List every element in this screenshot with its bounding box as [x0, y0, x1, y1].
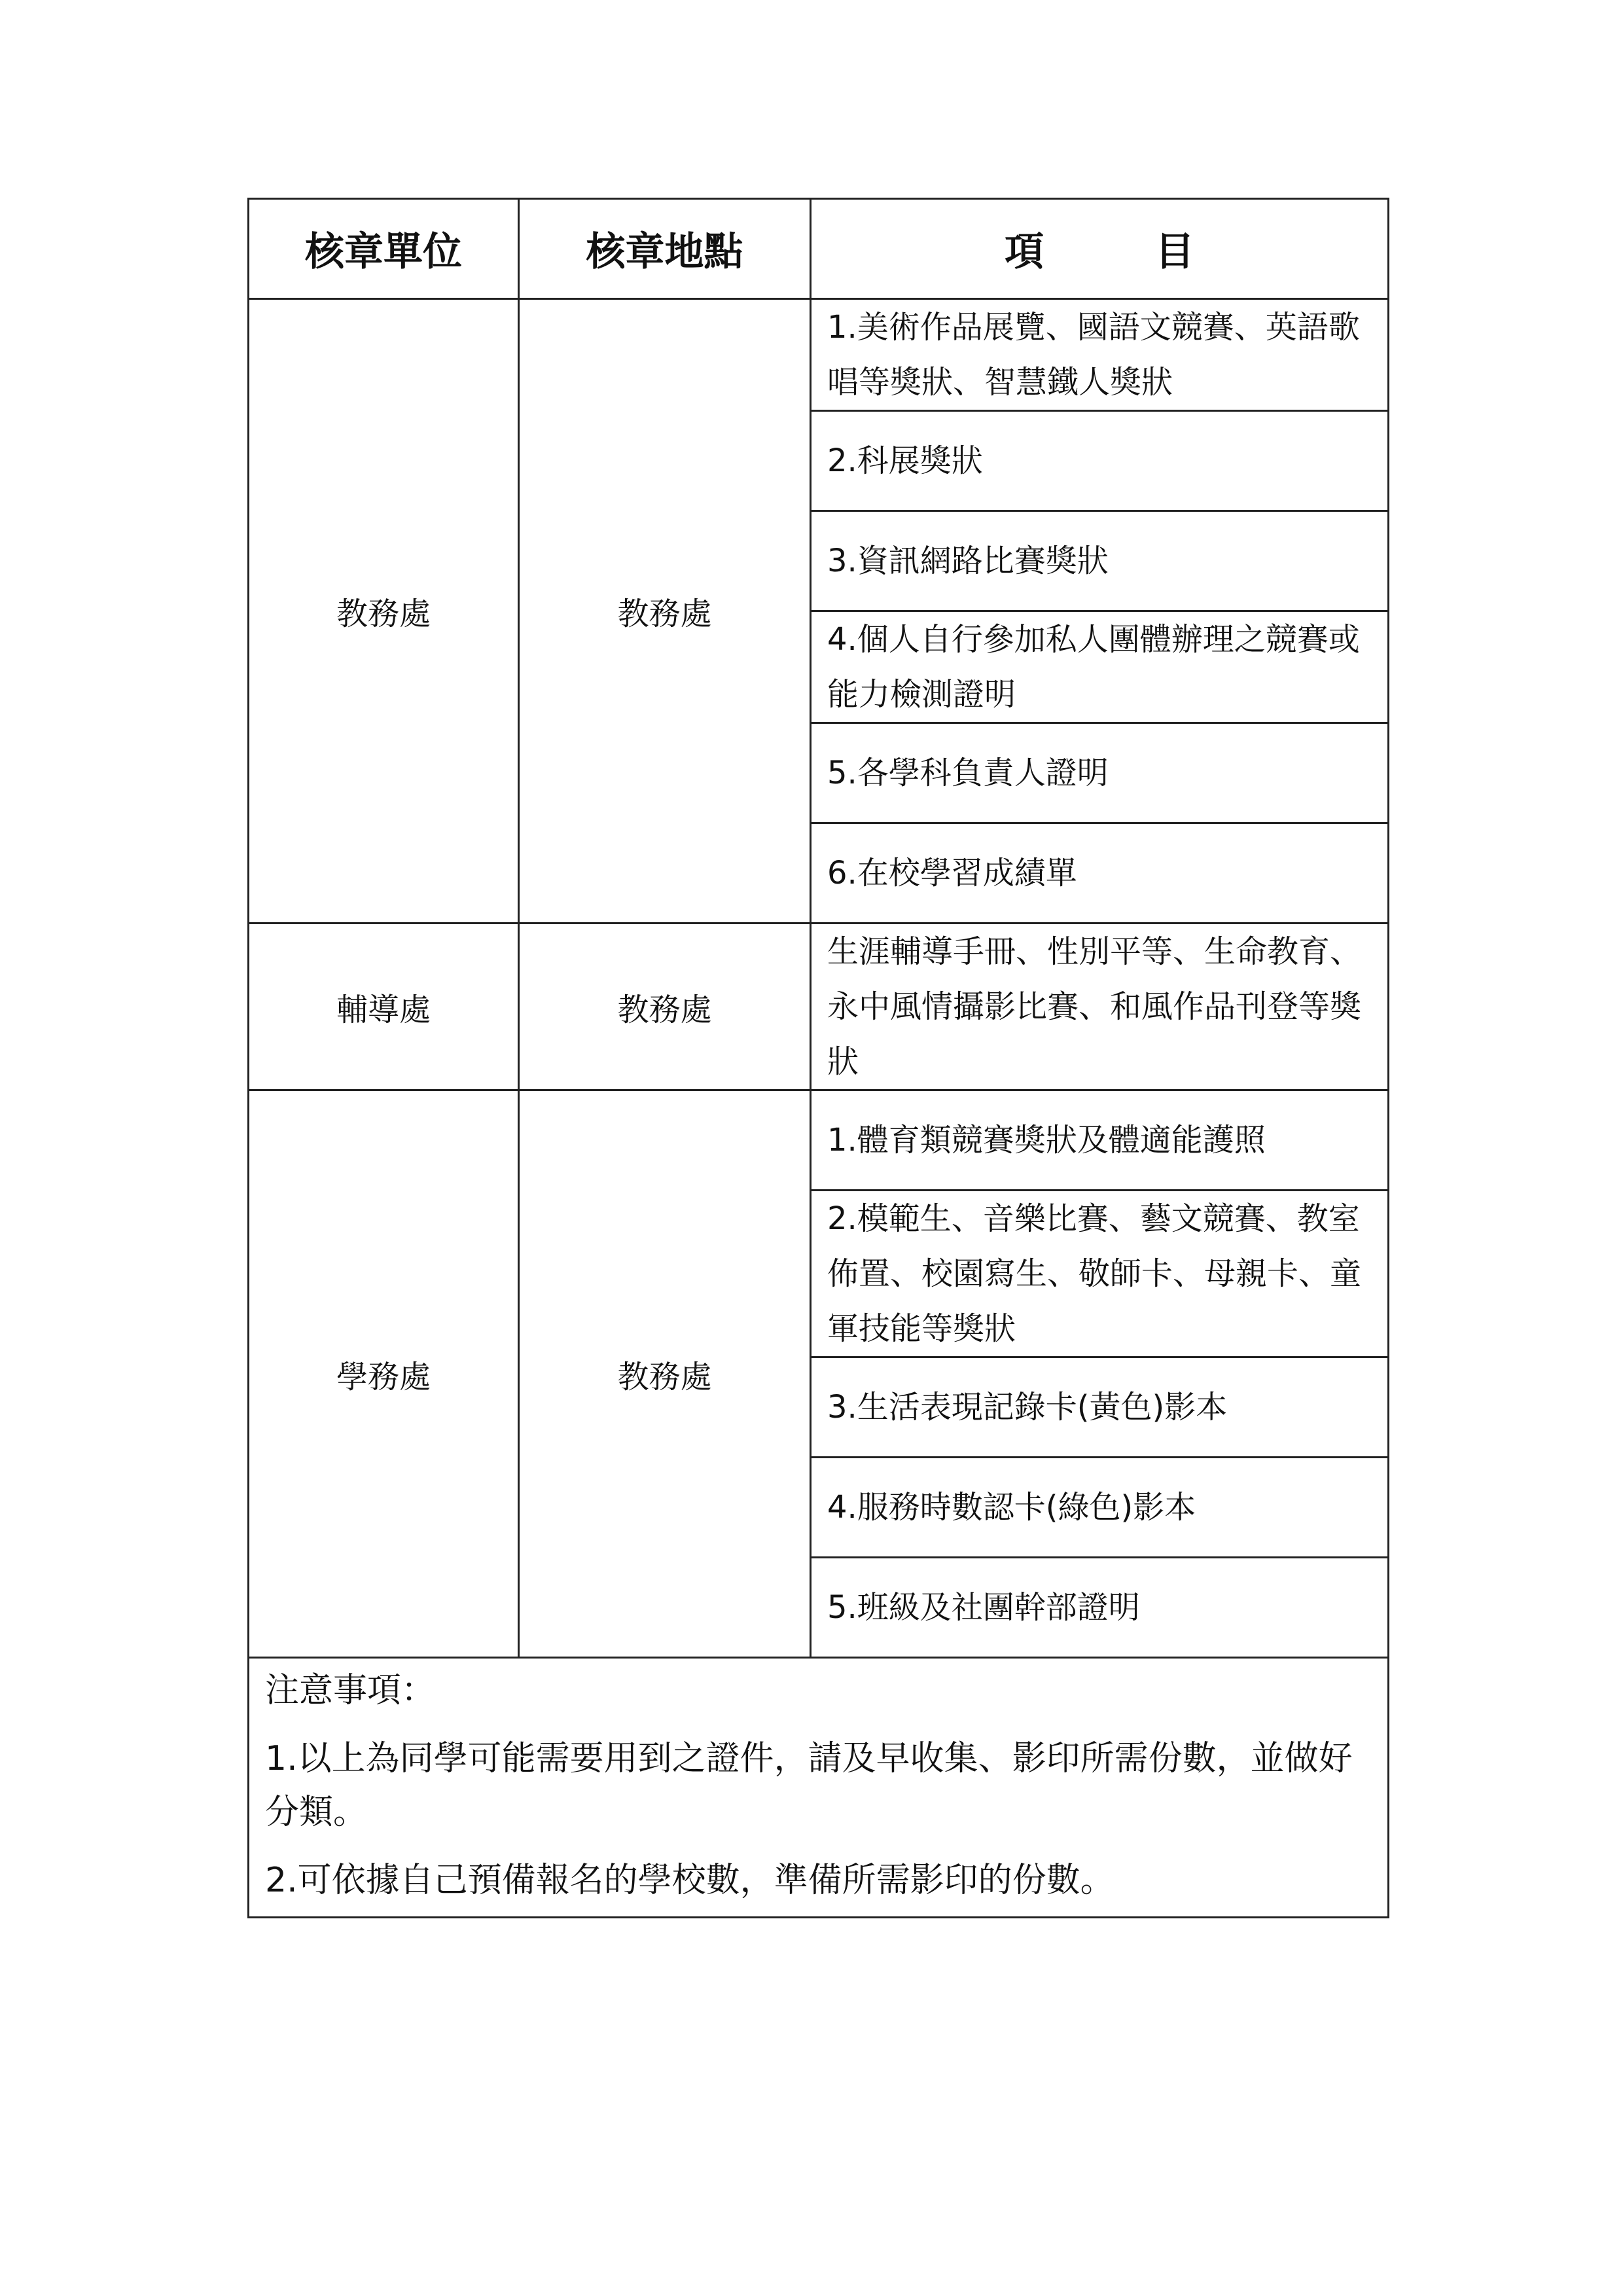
header-unit: 核章單位 [249, 199, 519, 299]
item-cell: 3.生活表現記錄卡(黃色)影本 [811, 1357, 1389, 1458]
table-row [249, 924, 1389, 1090]
notes-line-2: 2.可依據自己預備報名的學校數，準備所需影印的份數。 [265, 1861, 1115, 1900]
item-cell: 1.美術作品展覽、國語文競賽、英語歌唱等獎狀、智慧鐵人獎狀 [811, 299, 1389, 411]
place-cell-counseling: 教務處 [519, 924, 811, 1090]
item-cell: 1.體育類競賽獎狀及體適能護照 [811, 1090, 1389, 1191]
place-cell-student-affairs: 教務處 [519, 1090, 811, 1658]
unit-cell-academic: 教務處 [249, 299, 519, 924]
item-cell: 2.科展獎狀 [811, 411, 1389, 511]
table-row [249, 1090, 1389, 1191]
header-item [811, 199, 1389, 299]
item-cell: 4.個人自行參加私人團體辦理之競賽或能力檢測證明 [811, 611, 1389, 723]
notes-title: 注意事項： [265, 1671, 436, 1710]
header-row [249, 199, 1389, 299]
item-cell: 4.服務時數認卡(綠色)影本 [811, 1458, 1389, 1558]
header-item-right: 目 [1155, 229, 1194, 275]
table-row [249, 299, 1389, 411]
notes-cell [249, 1658, 1389, 1918]
header-item-left: 項 [1005, 229, 1044, 275]
header-place: 核章地點 [519, 199, 811, 299]
item-cell: 2.模範生、音樂比賽、藝文競賽、教室佈置、校園寫生、敬師卡、母親卡、童軍技能等獎狀 [811, 1191, 1389, 1357]
stamp-requirements-table [247, 198, 1389, 1918]
item-cell: 生涯輔導手冊、性別平等、生命教育、永中風情攝影比賽、和風作品刊登等獎狀 [811, 924, 1389, 1090]
notes-row [249, 1658, 1389, 1918]
item-cell: 5.班級及社團幹部證明 [811, 1558, 1389, 1658]
unit-cell-counseling: 輔導處 [249, 924, 519, 1090]
item-cell: 3.資訊網路比賽獎狀 [811, 511, 1389, 611]
item-cell: 6.在校學習成績單 [811, 823, 1389, 924]
place-cell-academic: 教務處 [519, 299, 811, 924]
item-cell: 5.各學科負責人證明 [811, 723, 1389, 823]
unit-cell-student-affairs: 學務處 [249, 1090, 519, 1658]
notes-line-1: 1.以上為同學可能需要用到之證件，請及早收集、影印所需份數，並做好分類。 [265, 1739, 1353, 1832]
